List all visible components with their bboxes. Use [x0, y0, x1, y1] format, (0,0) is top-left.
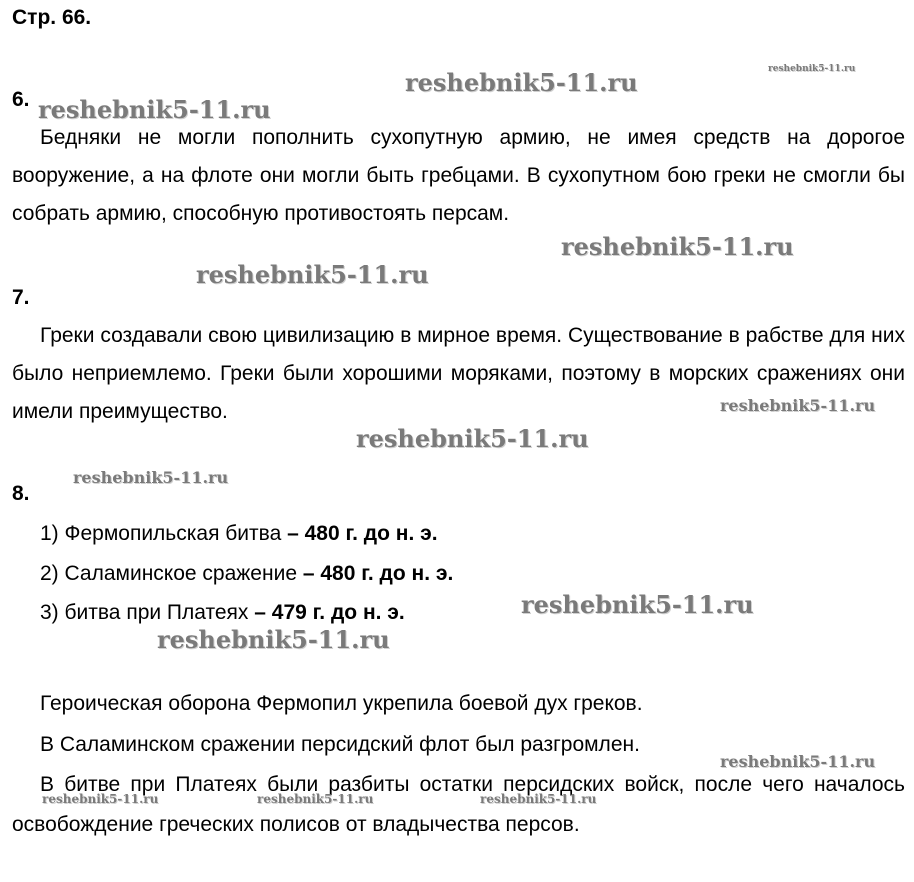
battle-name: 3) битва при Платеях [40, 601, 255, 624]
question-6-answer: Бедняки не могли пополнить сухопутную армию, не имея средств на дорогое вооружение, а на флоте они могли быть гребцами. В сухопутном бою греки не смогли бы собрать армию, способную противостоять персам. [12, 126, 905, 225]
question-7-number: 7. [12, 286, 30, 309]
watermark: reshebnik5-11.ru [480, 792, 597, 806]
watermark: reshebnik5-11.ru [768, 64, 856, 74]
question-6-number: 6. [12, 88, 30, 111]
watermark: reshebnik5-11.ru [561, 232, 794, 261]
watermark: reshebnik5-11.ru [521, 590, 754, 619]
battle-name: 1) Фермопильская битва [40, 522, 288, 545]
question-8-number: 8. [12, 482, 30, 505]
battle-note: Героическая оборона Фермопил укрепила боевой дух греков. [40, 692, 643, 715]
watermark: reshebnik5-11.ru [720, 396, 876, 415]
battle-item [40, 562, 453, 586]
page-heading: Стр. 66. [12, 6, 92, 29]
battle-dash: – [254, 601, 272, 624]
battle-note: В Саламинском сражении персидский флот был разгромлен. [40, 733, 640, 756]
watermark: reshebnik5-11.ru [157, 625, 390, 654]
battle-date: 480 г. до н. э. [320, 562, 454, 585]
battle-dash: – [302, 562, 321, 585]
battle-date: 480 г. до н. э. [304, 522, 438, 545]
battle-item [40, 522, 438, 546]
watermark: reshebnik5-11.ru [196, 260, 429, 289]
battle-date: 479 г. до н. э. [271, 601, 405, 624]
watermark: reshebnik5-11.ru [720, 752, 876, 771]
watermark: reshebnik5-11.ru [356, 424, 589, 453]
watermark: reshebnik5-11.ru [405, 68, 638, 97]
battle-item [40, 601, 405, 625]
question-7-answer: Греки создавали свою цивилизацию в мирное время. Существование в рабстве для них было неприемлемо. Греки были хорошими моряками, поэтому в морских сражениях они имели преимущество. [12, 324, 905, 423]
battle-note: В битве при Платеях были разбиты остатки персидских войск, после чего началось освобождение греческих полисов от владычества персов. [12, 773, 905, 836]
battle-dash: – [287, 522, 305, 545]
watermark: reshebnik5-11.ru [38, 95, 271, 124]
watermark: reshebnik5-11.ru [73, 468, 229, 487]
watermark: reshebnik5-11.ru [257, 792, 374, 806]
battle-name: 2) Саламинское сражение [40, 562, 303, 585]
watermark: reshebnik5-11.ru [42, 792, 159, 806]
